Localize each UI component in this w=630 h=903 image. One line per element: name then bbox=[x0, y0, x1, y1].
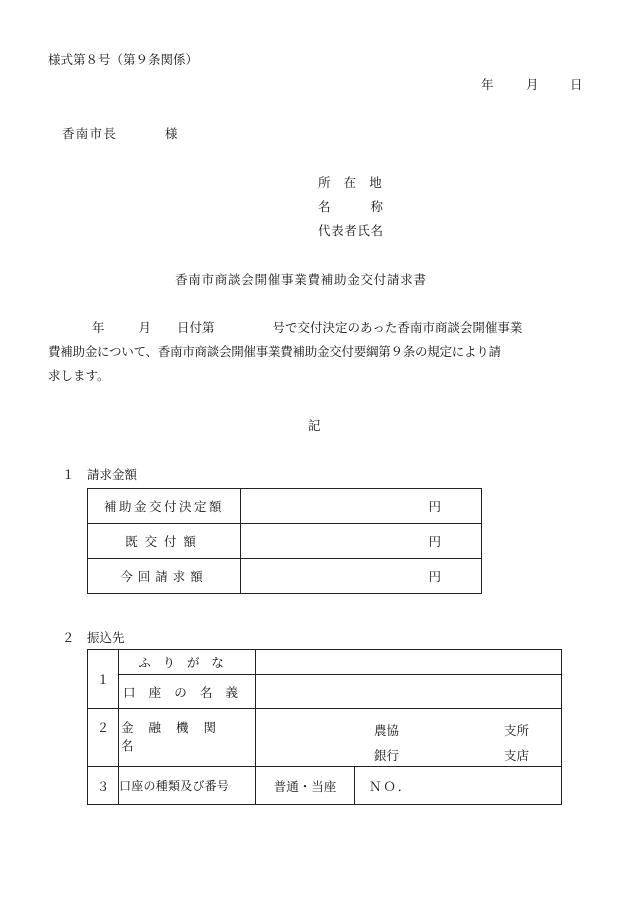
name-label: 名称 bbox=[318, 199, 424, 214]
current-request-label: 今回請求額 bbox=[88, 559, 241, 594]
paragraph-line-3: 求します。 bbox=[48, 368, 110, 383]
row-number-1: １ bbox=[88, 650, 119, 709]
account-type-text: 普通・当座 bbox=[273, 778, 337, 794]
section2-heading: ２ 振込先 bbox=[62, 630, 125, 645]
ki-mark: 記 bbox=[308, 418, 321, 433]
table-row bbox=[88, 559, 482, 594]
table-row bbox=[88, 675, 562, 709]
table-row bbox=[88, 524, 482, 559]
paragraph-line1-rest: 号で交付決定のあった香南市商談会開催事業 bbox=[272, 320, 523, 335]
shiten-text: 支店 bbox=[504, 748, 530, 763]
date-day: 日 bbox=[570, 77, 583, 92]
representative-label: 代表者氏名 bbox=[318, 223, 384, 238]
table-row bbox=[88, 709, 562, 767]
already-paid-label: 既交付額 bbox=[88, 524, 241, 559]
already-paid-field[interactable] bbox=[241, 524, 482, 559]
transfer-destination-table bbox=[87, 649, 562, 805]
furigana-label: ふりがな bbox=[119, 650, 256, 675]
addressee-name: 香南市長 bbox=[62, 126, 118, 141]
paragraph-month: 月 bbox=[138, 320, 152, 335]
paragraph-date-prefix: 日付第 bbox=[177, 320, 215, 335]
ginko-text: 銀行 bbox=[374, 748, 400, 763]
yen-unit: 円 bbox=[428, 534, 441, 549]
account-name-label: 口座の名義 bbox=[119, 675, 256, 709]
account-number-field[interactable] bbox=[355, 767, 562, 805]
financial-institution-field[interactable] bbox=[256, 709, 562, 767]
furigana-field[interactable] bbox=[256, 650, 562, 675]
table-row bbox=[88, 767, 562, 805]
paragraph-year: 年 bbox=[92, 320, 105, 335]
addressee-suffix: 様 bbox=[165, 126, 178, 141]
document-title: 香南市商談会開催事業費補助金交付請求書 bbox=[175, 272, 427, 287]
account-type-field[interactable] bbox=[256, 767, 355, 805]
paragraph-line-2: 費補助金について、香南市商談会開催事業費補助金交付要綱第９条の規定により請 bbox=[48, 344, 501, 359]
request-amount-table bbox=[87, 488, 482, 594]
table-row bbox=[88, 650, 562, 675]
table-row bbox=[88, 489, 482, 524]
form-number: 様式第８号（第９条関係） bbox=[48, 52, 199, 67]
decided-amount-label: 補助金交付決定額 bbox=[88, 489, 241, 524]
nokyo-text: 農協 bbox=[374, 723, 400, 738]
yen-unit: 円 bbox=[428, 499, 441, 514]
current-request-field[interactable] bbox=[241, 559, 482, 594]
row-number-3: ３ bbox=[88, 767, 119, 805]
account-no-text: ＮＯ． bbox=[369, 778, 413, 794]
section1-heading: １ 請求金額 bbox=[62, 467, 138, 482]
account-type-number-label: 口座の種類及び番号 bbox=[119, 767, 256, 805]
request-paragraph bbox=[48, 316, 588, 388]
date-year: 年 bbox=[481, 77, 494, 92]
row-number-2: ２ bbox=[88, 709, 119, 767]
date-month: 月 bbox=[526, 77, 539, 92]
paragraph-line-1 bbox=[48, 316, 588, 340]
shisho-text: 支所 bbox=[504, 723, 530, 738]
financial-institution-label: 金融機関名 bbox=[119, 709, 256, 767]
address-label: 所在地 bbox=[318, 175, 395, 190]
yen-unit: 円 bbox=[428, 569, 441, 584]
decided-amount-field[interactable] bbox=[241, 489, 482, 524]
account-name-field[interactable] bbox=[256, 675, 562, 709]
